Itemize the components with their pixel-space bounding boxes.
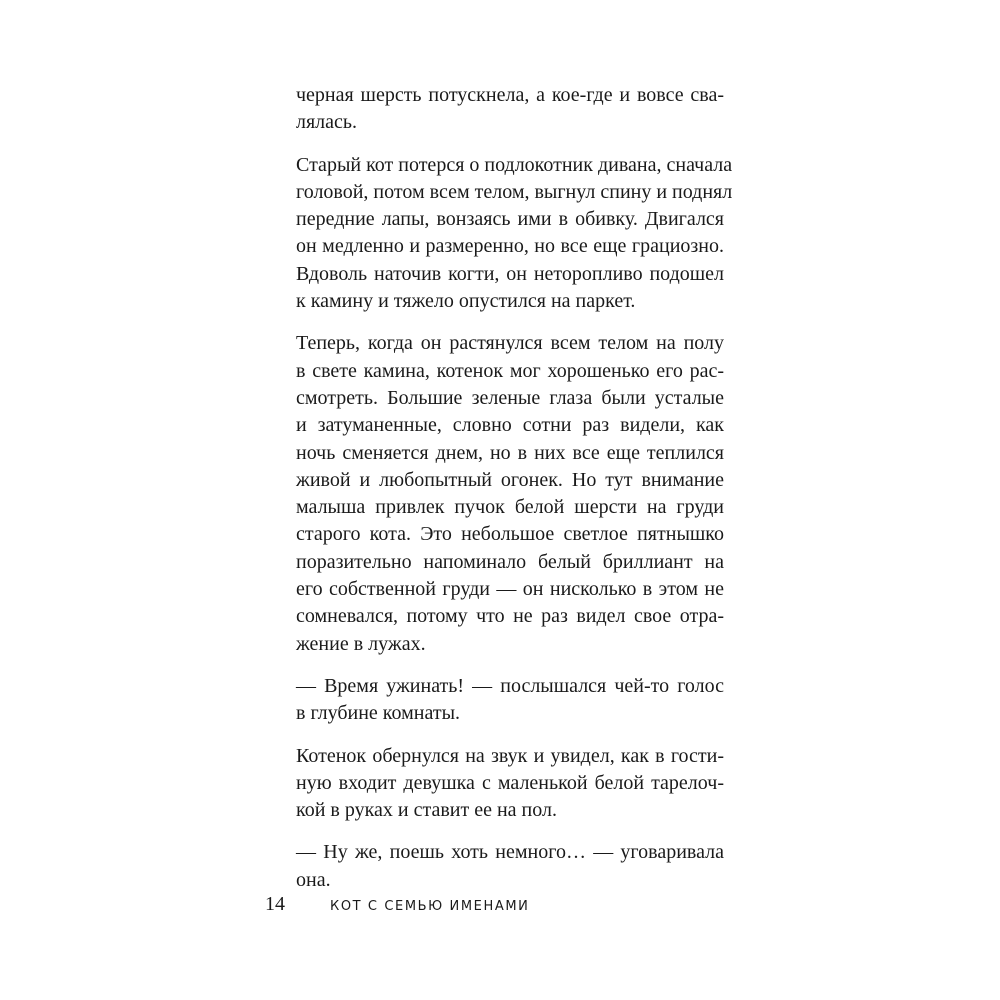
text-line: черная шерсть потускнела, а кое-где и вовсе сва- — [296, 84, 724, 106]
text-line: кой в руках и ставит ее на пол. — [296, 799, 557, 822]
text-line: сомневался, потому что не раз видел свое отра- — [296, 605, 724, 628]
text-line: — Ну же, поешь хоть немного… — уговаривала — [296, 841, 724, 864]
running-title: КОТ С СЕМЬЮ ИМЕНАМИ — [330, 899, 530, 914]
page-footer — [265, 893, 530, 916]
text-line: ную входит девушка с маленькой белой тарелоч- — [296, 771, 724, 794]
paragraph — [296, 330, 724, 658]
paragraph — [296, 152, 733, 316]
page-number: 14 — [265, 893, 285, 915]
text-line: — Время ужинать! — послышался чей-то голос — [296, 674, 724, 697]
text-line: к камину и тяжело опустился на паркет. — [296, 290, 636, 313]
text-line: головой, потом всем телом, выгнул спину и поднял — [296, 180, 733, 203]
text-line: Старый кот потерся о подлокотник дивана, сначала — [296, 153, 733, 176]
text-line: она. — [296, 868, 331, 891]
text-line: он медленно и размеренно, но все еще грациозно. — [296, 235, 724, 258]
text-line: жение в лужах. — [296, 632, 426, 655]
text-line: в глубине комнаты. — [296, 702, 461, 725]
text-line: ночь сменяется днем, но в них все еще теплился — [296, 441, 724, 464]
text-line: его собственной груди — он нисколько в этом не — [296, 578, 724, 601]
body-text — [296, 82, 733, 909]
text-line: малыша привлек пучок белой шерсти на груди — [296, 496, 724, 519]
text-line: Вдоволь наточив когти, он неторопливо подошел — [296, 262, 724, 285]
text-line: поразительно напоминало белый бриллиант на — [296, 550, 724, 573]
text-line: смотреть. Большие зеленые глаза были усталые — [296, 386, 724, 409]
text-line: лялась. — [296, 111, 358, 134]
text-line: живой и любопытный огонек. Но тут внимание — [296, 468, 724, 491]
paragraph — [296, 743, 724, 825]
text-line: и затуманенные, словно сотни раз видели, как — [296, 414, 724, 437]
paragraph — [296, 673, 724, 728]
text-line: передние лапы, вонзаясь ими в обивку. Двигался — [296, 208, 724, 231]
paragraph — [296, 839, 724, 894]
text-line: старого кота. Это небольшое светлое пятнышко — [296, 523, 724, 546]
text-line: Теперь, когда он растянулся всем телом на полу — [296, 332, 724, 355]
paragraph — [296, 82, 724, 137]
text-line: в свете камина, котенок мог хорошенько его рас- — [296, 359, 724, 382]
text-line: Котенок обернулся на звук и увидел, как в гости- — [296, 744, 724, 767]
